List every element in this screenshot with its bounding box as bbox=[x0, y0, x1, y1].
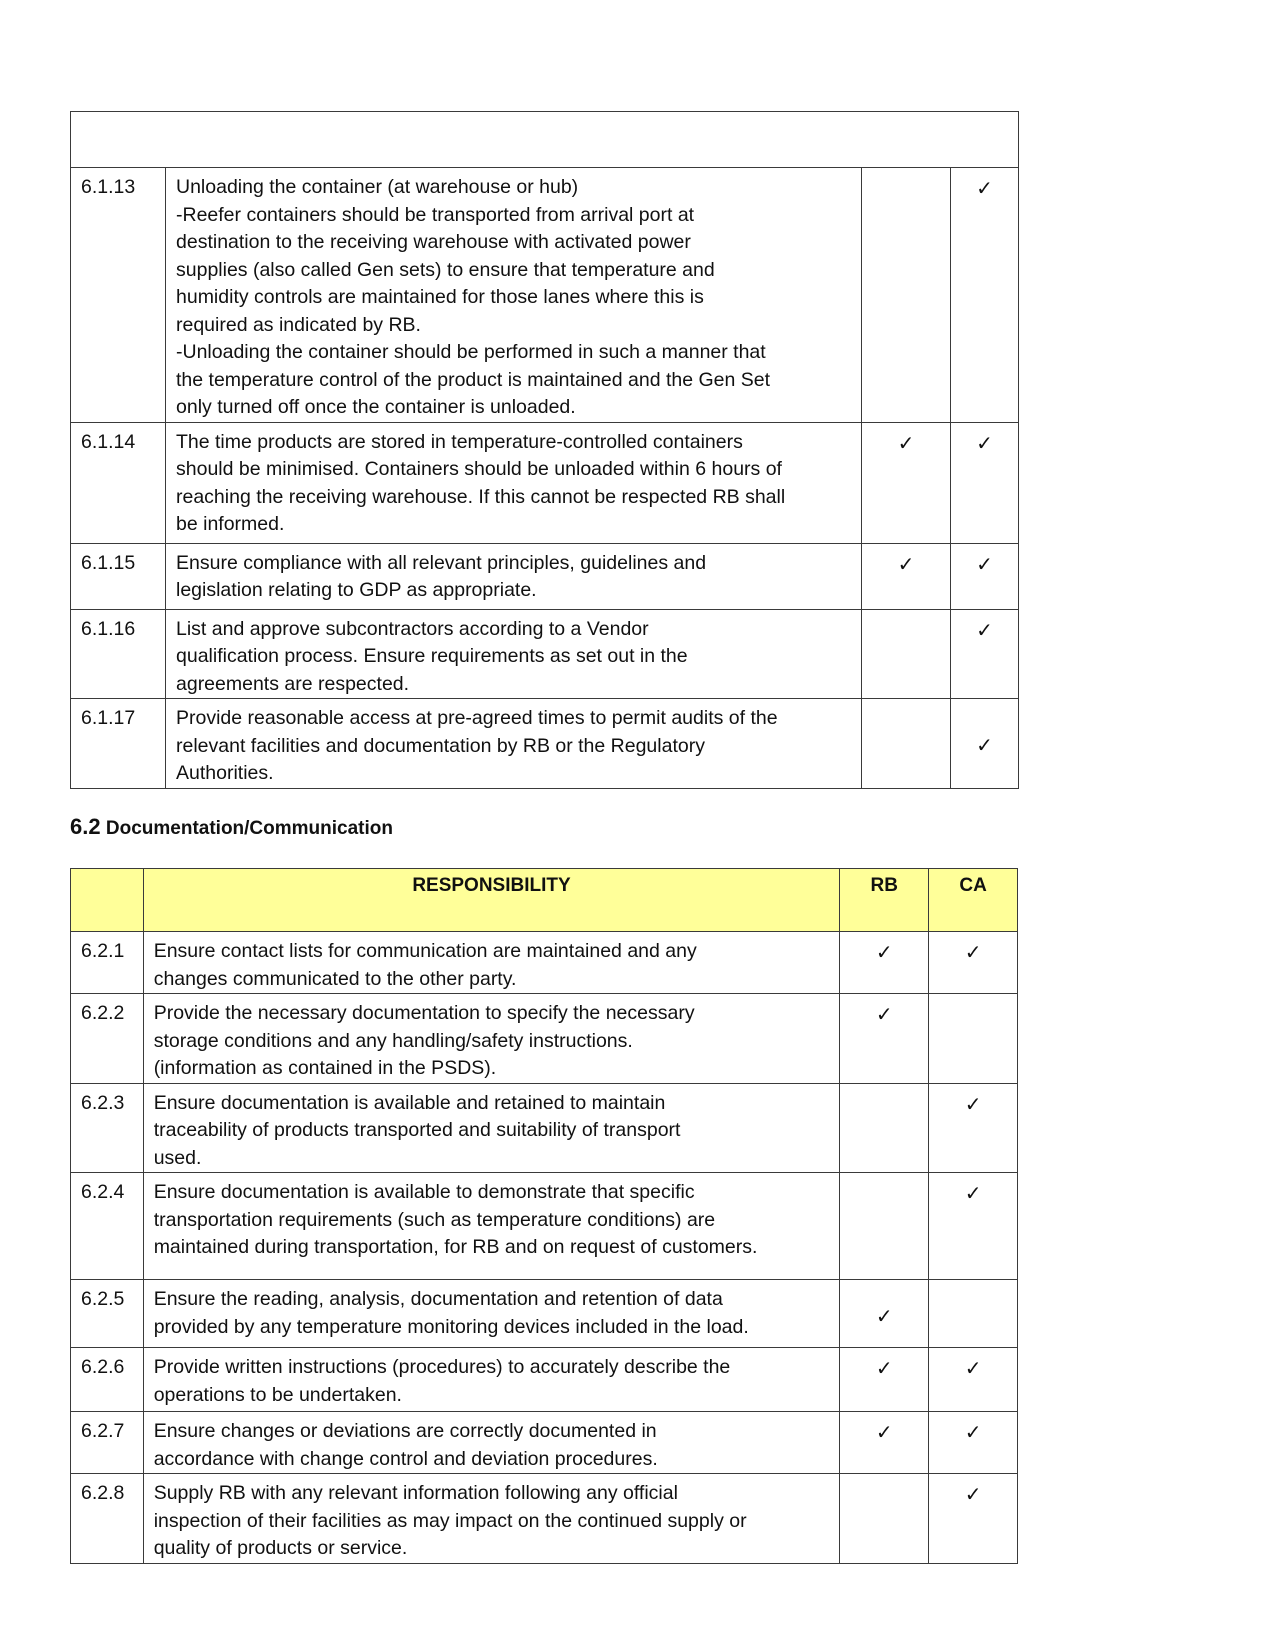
item-number: 6.2.3 bbox=[71, 1083, 144, 1173]
description-line: inspection of their facilities as may impact on the continued supply or bbox=[153, 1509, 747, 1532]
table-section-6-2 bbox=[70, 868, 1018, 1564]
description-line: traceability of products transported and suitability of transport bbox=[153, 1119, 681, 1141]
ca-check: ✓ bbox=[951, 168, 1019, 423]
item-description bbox=[143, 1173, 840, 1280]
description-line: Ensure documentation is available and retained to maintain bbox=[153, 1091, 666, 1114]
rb-check bbox=[862, 609, 951, 699]
description-line: Ensure documentation is available to demonstrate that specific bbox=[153, 1181, 695, 1203]
item-description bbox=[143, 1280, 840, 1348]
description-line: Ensure changes or deviations are correctly documented in bbox=[153, 1420, 657, 1442]
description-line: storage conditions and any handling/safety instructions. bbox=[153, 1029, 633, 1052]
description-line: provided by any temperature monitoring devices included in the load. bbox=[153, 1315, 749, 1338]
table-row bbox=[71, 1474, 1018, 1564]
rb-check: ✓ bbox=[840, 1280, 929, 1348]
table-row bbox=[71, 1348, 1018, 1412]
header-blank-cell bbox=[71, 869, 144, 932]
description-line: Provide the necessary documentation to specify the necessary bbox=[153, 1002, 695, 1024]
description-line: Provide reasonable access at pre-agreed times to permit audits of the bbox=[176, 707, 778, 729]
item-description bbox=[166, 609, 862, 699]
description-line: relevant facilities and documentation by RB or the Regulatory bbox=[176, 734, 705, 757]
table-row bbox=[71, 422, 1019, 543]
table-row bbox=[71, 1280, 1018, 1348]
description-line: quality of products or service. bbox=[153, 1537, 408, 1559]
table-row bbox=[71, 543, 1019, 609]
description-line: reaching the receiving warehouse. If this cannot be respected RB shall bbox=[176, 485, 786, 508]
blank-cell bbox=[71, 112, 1019, 168]
item-description bbox=[143, 994, 840, 1084]
description-line: transportation requirements (such as temperature conditions) are bbox=[153, 1208, 716, 1231]
table-blank-top-row bbox=[71, 112, 1019, 168]
item-description bbox=[143, 1412, 840, 1474]
item-description bbox=[166, 422, 862, 543]
description-line: List and approve subcontractors according to a Vendor bbox=[176, 617, 649, 640]
rb-check bbox=[840, 1474, 929, 1564]
item-description bbox=[166, 699, 862, 789]
description-line: -Reefer containers should be transported from arrival port at bbox=[176, 203, 695, 226]
rb-check: ✓ bbox=[840, 994, 929, 1084]
table-section-6-1 bbox=[70, 111, 1019, 789]
item-number: 6.1.14 bbox=[71, 422, 166, 543]
description-line: Supply RB with any relevant information following any official bbox=[153, 1482, 678, 1504]
item-number: 6.1.13 bbox=[71, 168, 166, 423]
table-header-row bbox=[71, 869, 1018, 932]
description-line: humidity controls are maintained for those lanes where this is bbox=[176, 286, 704, 308]
table-row bbox=[71, 932, 1018, 994]
description-line: only turned off once the container is unloaded. bbox=[176, 396, 576, 418]
description-line: Ensure compliance with all relevant principles, guidelines and bbox=[176, 551, 707, 574]
header-rb: RB bbox=[840, 869, 929, 932]
description-line: legislation relating to GDP as appropriate. bbox=[176, 579, 537, 601]
description-line: The time products are stored in temperature-controlled containers bbox=[176, 430, 743, 453]
description-line: Authorities. bbox=[176, 762, 274, 784]
item-number: 6.2.1 bbox=[71, 932, 144, 994]
item-number: 6.2.8 bbox=[71, 1474, 144, 1564]
description-line: Ensure contact lists for communication are maintained and any bbox=[153, 940, 697, 962]
description-line: destination to the receiving warehouse with activated power bbox=[176, 231, 691, 253]
rb-check: ✓ bbox=[840, 1412, 929, 1474]
item-number: 6.1.15 bbox=[71, 543, 166, 609]
description-line: changes communicated to the other party. bbox=[153, 967, 517, 990]
description-line: -Unloading the container should be performed in such a manner that bbox=[176, 341, 766, 363]
rb-check bbox=[862, 168, 951, 423]
rb-check: ✓ bbox=[862, 543, 951, 609]
ca-check: ✓ bbox=[929, 932, 1018, 994]
ca-check: ✓ bbox=[929, 1173, 1018, 1280]
description-line: should be minimised. Containers should be unloaded within 6 hours of bbox=[176, 458, 782, 480]
item-description bbox=[143, 1348, 840, 1412]
item-number: 6.1.16 bbox=[71, 609, 166, 699]
description-line: Provide written instructions (procedures) to accurately describe the bbox=[153, 1356, 731, 1378]
section-number: 6.2 bbox=[70, 814, 101, 839]
section-heading bbox=[70, 814, 393, 840]
description-line: (information as contained in the PSDS). bbox=[153, 1057, 497, 1079]
item-description bbox=[143, 1474, 840, 1564]
table-row bbox=[71, 609, 1019, 699]
description-line: required as indicated by RB. bbox=[176, 313, 421, 336]
item-number: 6.2.6 bbox=[71, 1348, 144, 1412]
rb-check: ✓ bbox=[840, 932, 929, 994]
item-description bbox=[166, 543, 862, 609]
ca-check: ✓ bbox=[929, 1083, 1018, 1173]
ca-check: ✓ bbox=[951, 422, 1019, 543]
table-row bbox=[71, 168, 1019, 423]
ca-check: ✓ bbox=[929, 1474, 1018, 1564]
ca-check: ✓ bbox=[951, 699, 1019, 789]
rb-check bbox=[862, 699, 951, 789]
rb-check: ✓ bbox=[862, 422, 951, 543]
table-row bbox=[71, 699, 1019, 789]
description-line: maintained during transportation, for RB and on request of customers. bbox=[153, 1236, 758, 1258]
description-line: supplies (also called Gen sets) to ensure that temperature and bbox=[176, 258, 715, 281]
rb-check bbox=[840, 1173, 929, 1280]
table-row bbox=[71, 994, 1018, 1084]
ca-check: ✓ bbox=[929, 1412, 1018, 1474]
section-title: Documentation/Communication bbox=[105, 818, 393, 839]
item-description bbox=[166, 168, 862, 423]
ca-check: ✓ bbox=[951, 543, 1019, 609]
header-ca: CA bbox=[929, 869, 1018, 932]
description-line: Ensure the reading, analysis, documentation and retention of data bbox=[153, 1288, 723, 1310]
item-number: 6.1.17 bbox=[71, 699, 166, 789]
description-line: operations to be undertaken. bbox=[153, 1383, 402, 1406]
description-line: used. bbox=[153, 1146, 202, 1169]
description-line: accordance with change control and deviation procedures. bbox=[153, 1447, 658, 1470]
rb-check: ✓ bbox=[840, 1348, 929, 1412]
description-line: be informed. bbox=[176, 513, 285, 535]
rb-check bbox=[840, 1083, 929, 1173]
item-number: 6.2.4 bbox=[71, 1173, 144, 1280]
item-description bbox=[143, 1083, 840, 1173]
ca-check: ✓ bbox=[951, 609, 1019, 699]
table-row bbox=[71, 1173, 1018, 1280]
description-line: agreements are respected. bbox=[176, 672, 410, 695]
description-line: qualification process. Ensure requirements as set out in the bbox=[176, 645, 688, 667]
description-line: Unloading the container (at warehouse or hub) bbox=[176, 176, 579, 198]
ca-check bbox=[929, 994, 1018, 1084]
table-row bbox=[71, 1083, 1018, 1173]
header-responsibility: RESPONSIBILITY bbox=[143, 869, 840, 932]
ca-check: ✓ bbox=[929, 1348, 1018, 1412]
item-description bbox=[143, 932, 840, 994]
item-number: 6.2.7 bbox=[71, 1412, 144, 1474]
table-row bbox=[71, 1412, 1018, 1474]
item-number: 6.2.5 bbox=[71, 1280, 144, 1348]
description-line: the temperature control of the product is maintained and the Gen Set bbox=[176, 368, 771, 391]
ca-check bbox=[929, 1280, 1018, 1348]
item-number: 6.2.2 bbox=[71, 994, 144, 1084]
